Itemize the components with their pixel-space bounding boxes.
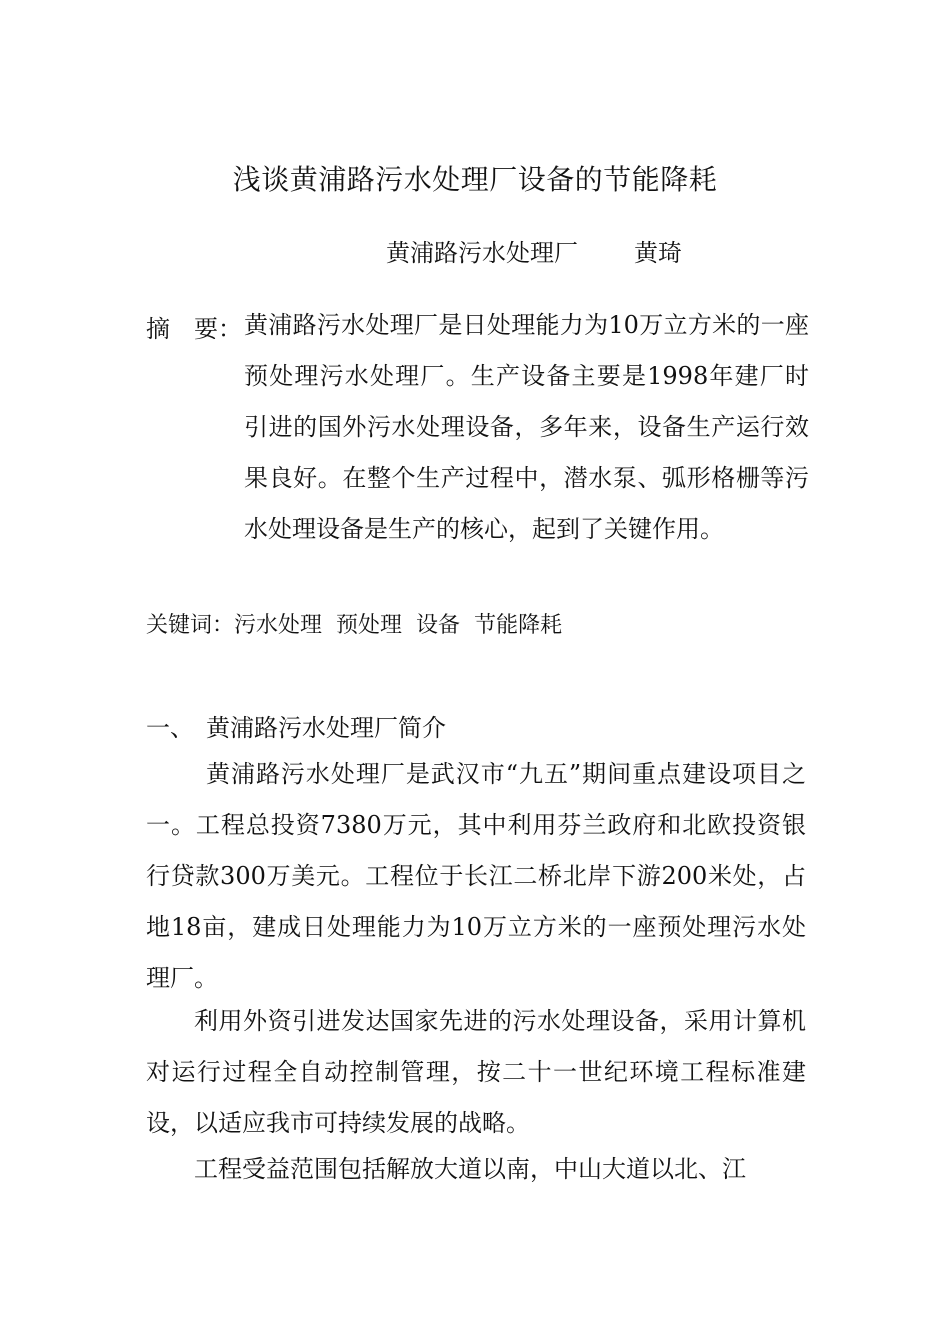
section-heading [146,708,446,743]
body-paragraph-2: 利用外资引进发达国家先进的污水处理设备，采用计算机对运行过程全自动控制管理，按二十一世纪环境工程标准建设，以适应我市可持续发展的战略。 [146,1007,806,1137]
section-title: 黄浦路污水处理厂简介 [206,714,446,742]
keyword: 预处理 [336,613,403,638]
byline [386,233,682,268]
document-title: 浅谈黄浦路污水处理厂设备的节能降耗 [232,163,718,196]
keyword: 节能降耗 [474,613,563,638]
keyword: 设备 [416,613,461,638]
abstract-label-char-1: 摘 [146,315,170,343]
abstract-label-char-2: 要： [194,315,242,343]
abstract-label [146,309,242,344]
body-paragraph-1: 黄浦路污水处理厂是武汉市“九五”期间重点建设项目之一。工程总投资7380万元，其中利用芬兰政府和北欧投资银行贷款300万美元。工程位于长江二桥北岸下游200米处，占地18亩，建成日处理能力为10万立方米的一座预处理污水处理厂。 [146,760,806,992]
abstract-text: 黄浦路污水处理厂是日处理能力为10万立方米的一座预处理污水处理厂。生产设备主要是1998年建厂时引进的国外污水处理设备，多年来，设备生产运行效果良好。在整个生产过程中，潜水泵、弧形格栅等污水处理设备是生产的核心，起到了关键作用。 [244,311,809,543]
body-paragraph-3: 工程受益范围包括解放大道以南，中山大道以北、江 [194,1155,746,1183]
keywords-label: 关键词： [146,613,235,638]
author-name: 黄琦 [634,239,682,267]
section-number: 一、 [146,714,194,742]
affiliation: 黄浦路污水处理厂 [386,239,578,267]
keyword: 污水处理 [234,613,323,638]
keywords-line [146,608,576,639]
